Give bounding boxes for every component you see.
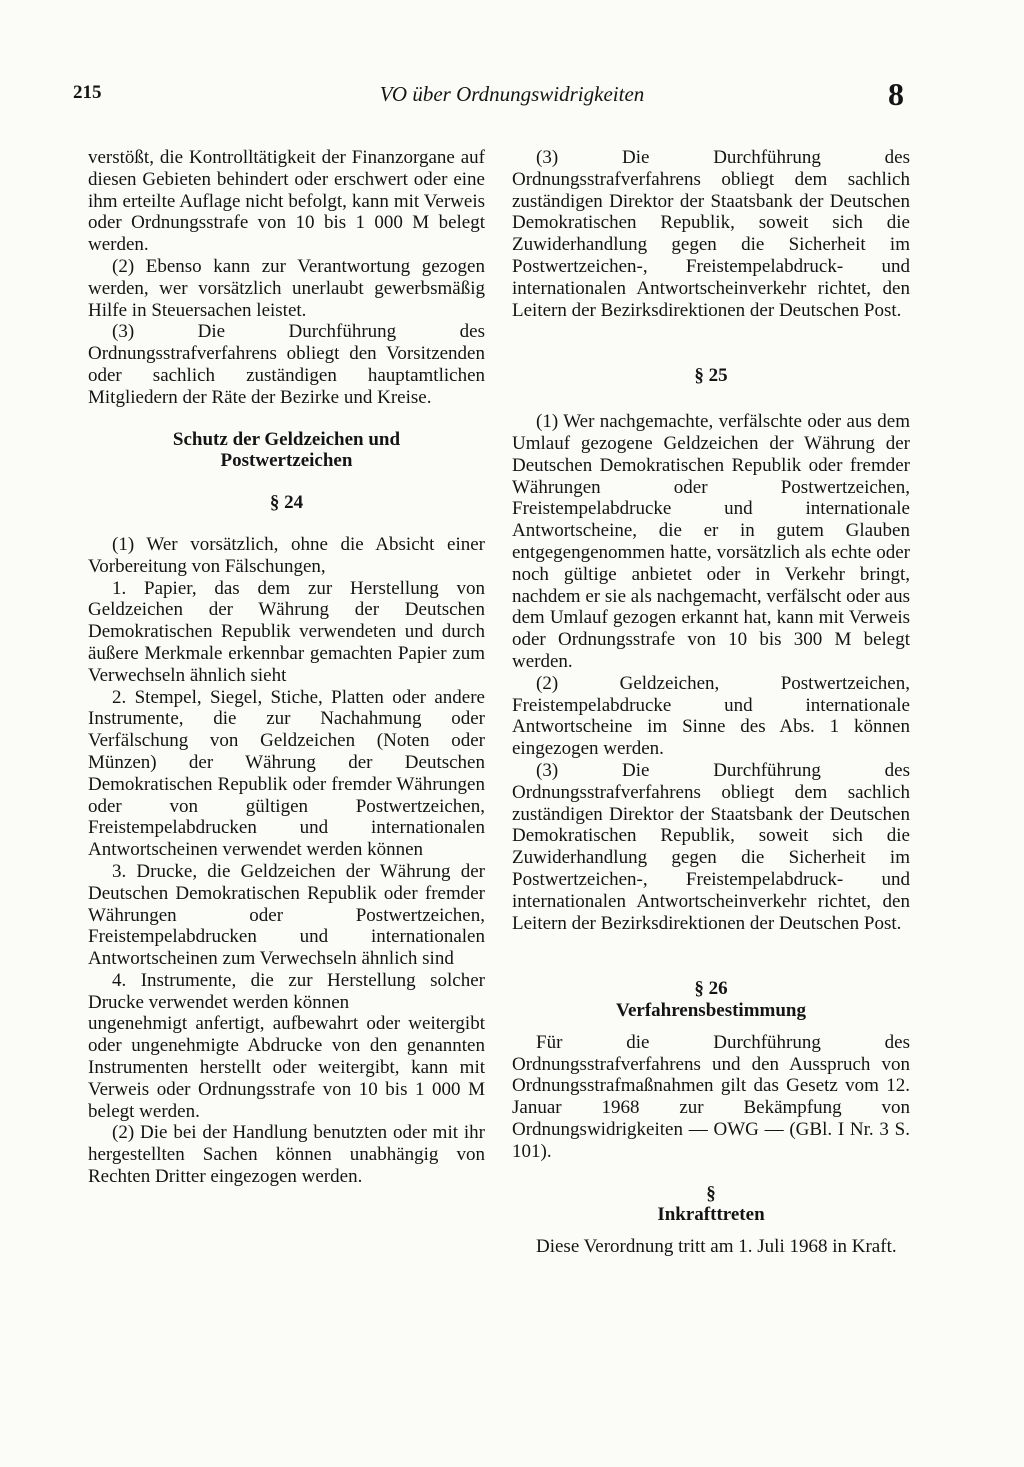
- s24-item-2: 2. Stempel, Siegel, Stiche, Platten oder andere Instrumente, die zur Nachahmung oder Verfälschung von Geldzeichen (Noten oder Münzen) der Währung der Deutschen Demokratischen Republik oder fremder Währungen oder von gültigen Postwertzeichen, Freistempelabdrucken und internationalen Antwortscheinen verwendet werden können: [88, 686, 485, 861]
- section-26-title: § 26: [694, 978, 728, 1000]
- s24-item-4: 4. Instrumente, die zur Herstellung solcher Drucke verwendet werden können: [88, 969, 485, 1013]
- section-27-heading: Inkrafttreten: [657, 1204, 765, 1226]
- s27-text: Diese Verordnung tritt am 1. Juli 1968 in Kraft.: [536, 1236, 897, 1258]
- paragraph-2: (2) Ebenso kann zur Verantwortung gezogen werden, wer vorsätzlich unerlaubt gewerbsmäßig Hilfe in Steuersachen leistet.: [88, 255, 485, 321]
- section-heading-line2: Postwertzeichen: [220, 450, 353, 472]
- running-title: VO über Ordnungswidrigkeiten: [379, 82, 645, 106]
- s24-item-1: 1. Papier, das dem zur Herstellung von Geldzeichen der Währung der Deutschen Demokratischen Republik verwendeten und durch äußere Merkmale erkennbar gemachten Papier zum Verwechseln ähnlich sieht: [88, 577, 485, 686]
- s24-paragraph-1: (1) Wer vorsätzlich, ohne die Absicht einer Vorbereitung von Fälschungen,: [88, 533, 485, 577]
- s24-closing: ungenehmigt anfertigt, aufbewahrt oder weitergibt oder ungenehmigte Abdrucke von den genannten Instrumenten herstellt oder weitergibt, kann mit Verweis oder Ordnungsstrafe von 10 bis 1 000 M belegt werden.: [88, 1013, 485, 1122]
- page-number: 215: [73, 82, 102, 103]
- right-column: [512, 147, 910, 1258]
- s26-text: Für die Durchführung des Ordnungsstrafverfahrens und den Ausspruch von Ordnungsstrafmaßnahmen gilt das Gesetz vom 12. Januar 1968 zur Bekämpfung von Ordnungswidrigkeiten — OWG — (GBl. I Nr. 3 S. 101).: [512, 1031, 910, 1162]
- paragraph-3: (3) Die Durchführung des Ordnungsstrafverfahrens obliegt den Vorsitzenden oder sachlich zuständigen hauptamtlichen Mitgliedern der Räte der Bezirke und Kreise.: [88, 321, 485, 408]
- s25-paragraph-2: (2) Geldzeichen, Postwertzeichen, Freistempelabdrucke und internationale Antwortscheine im Sinne des Abs. 1 können eingezogen werden.: [512, 672, 910, 760]
- s24-paragraph-2: (2) Die bei der Handlung benutzten oder mit ihr hergestellten Sachen können unabhängig von Rechten Dritter eingezogen werden.: [88, 1122, 485, 1188]
- s25-paragraph-1: (1) Wer nachgemachte, verfälschte oder aus dem Umlauf gezogene Geldzeichen der Währung der Deutschen Demokratischen Republik oder fremder Währungen oder Postwertzeichen, Freistempelabdrucke und internationale Antwortscheine, die er in gutem Glauben entgegengenommen hatte, vorsätzlich als echte oder noch gültige anbietet oder in Verkehr bringt, nachdem er sie als nachgemacht, verfälscht oder aus dem Umlauf gezogen erkannt hat, kann mit Verweis oder Ordnungsstrafe von 10 bis 300 M belegt werden.: [512, 411, 910, 672]
- s24-paragraph-3: (3) Die Durchführung des Ordnungsstrafverfahrens obliegt dem sachlich zuständigen Direktor der Staatsbank der Deutschen Demokratischen Republik, soweit sich die Zuwiderhandlung gegen die Sicherheit im Postwertzeichen-, Freistempelabdruck- und internationalen Antwortscheinverkehr richtet, den Leitern der Bezirksdirektionen der Deutschen Post.: [512, 147, 910, 321]
- continued-paragraph: verstößt, die Kontrolltätigkeit der Finanzorgane auf diesen Gebieten behindert oder erschwert oder eine ihm erteilte Auflage nicht befolgt, kann mit Verweis oder Ordnungsstrafe von 10 bis 1 000 M belegt werden.: [88, 147, 485, 256]
- s24-item-3: 3. Drucke, die Geldzeichen der Währung der Deutschen Demokratischen Republik oder fremder Währungen oder Postwertzeichen, Freistempelabdrucken und internationalen Antwortscheinen zum Verwechseln ähnlich sind: [88, 860, 485, 970]
- section-27-title: §: [706, 1182, 716, 1204]
- section-26-heading: Verfahrensbestimmung: [615, 1000, 806, 1022]
- left-column: [88, 147, 485, 1188]
- section-24-title: § 24: [269, 492, 304, 514]
- section-25-title: § 25: [694, 365, 728, 387]
- chapter-number: 8: [888, 76, 904, 112]
- section-heading-line1: Schutz der Geldzeichen und: [172, 428, 401, 450]
- s25-paragraph-3: (3) Die Durchführung des Ordnungsstrafverfahrens obliegt dem sachlich zuständigen Direktor der Staatsbank der Deutschen Demokratischen Republik, soweit sich die Zuwiderhandlung gegen die Sicherheit im Postwertzeichen-, Freistempelabdruck- und internationalen Antwortscheinverkehr richtet, den Leitern der Bezirksdirektionen der Deutschen Post.: [512, 759, 910, 934]
